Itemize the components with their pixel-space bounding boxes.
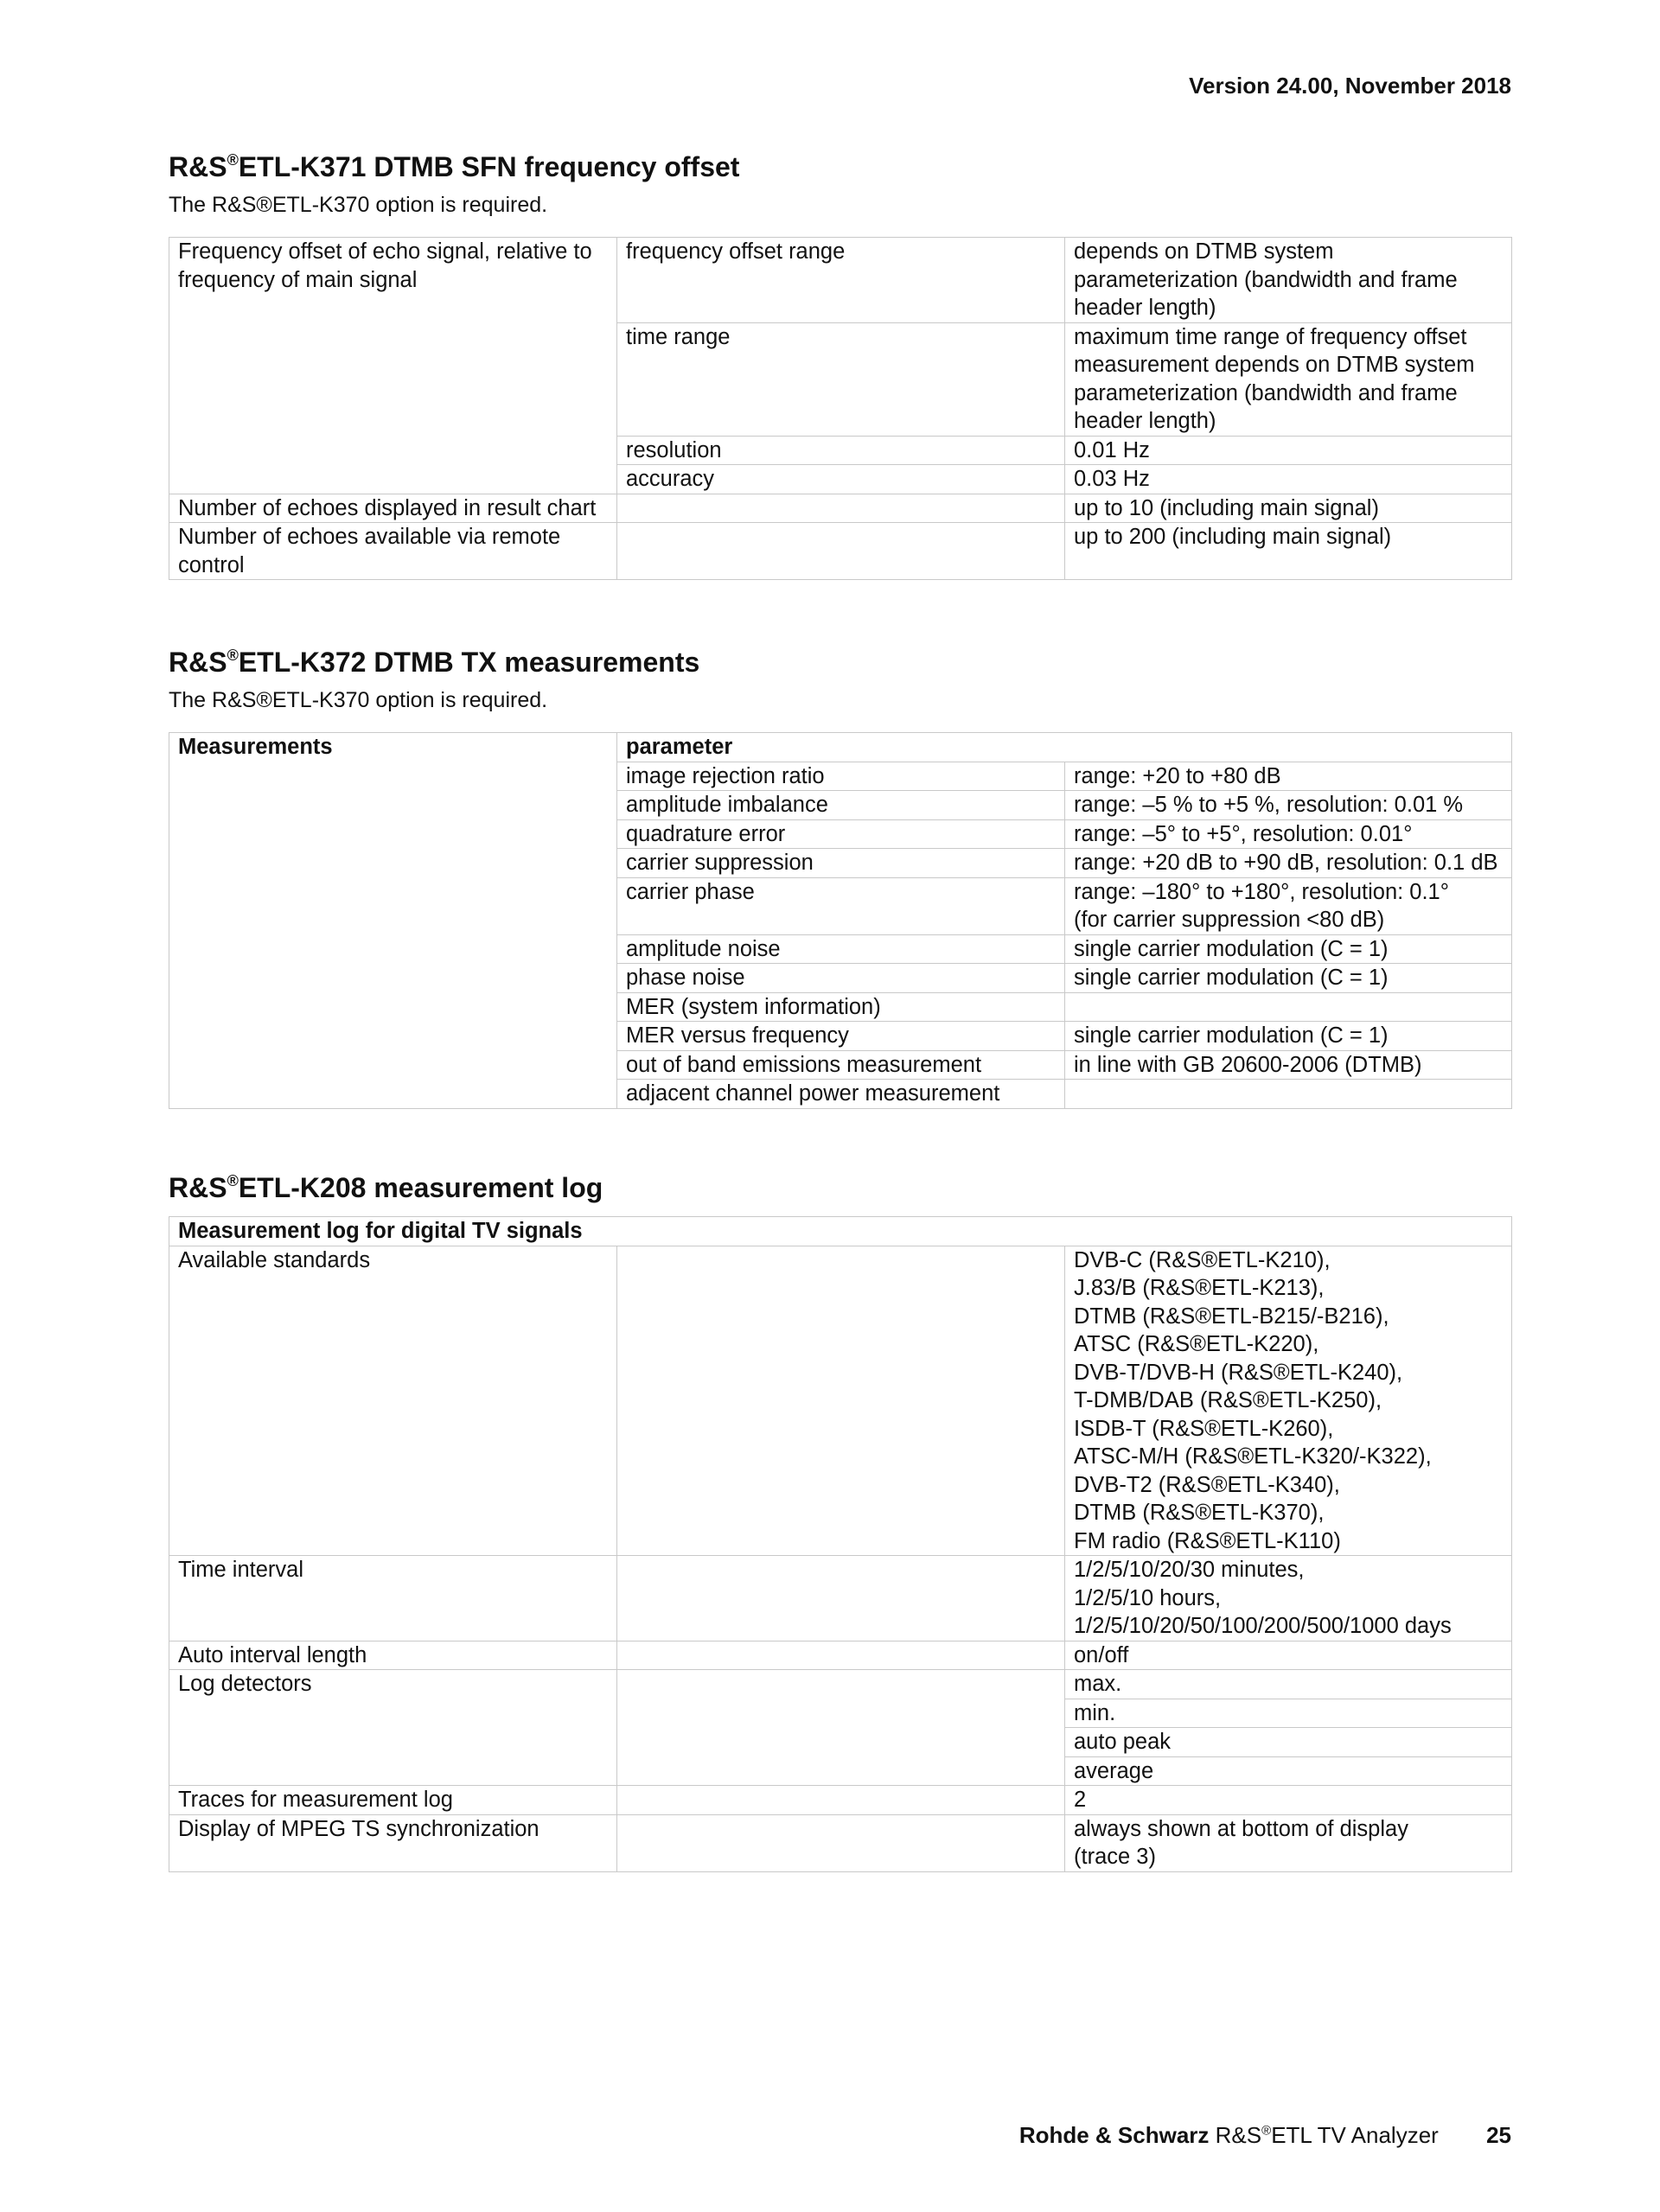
footer-product: R&S®ETL TV Analyzer xyxy=(1215,2122,1439,2148)
value-cell: single carrier modulation (C = 1) xyxy=(1065,1022,1512,1051)
value-cell xyxy=(1065,992,1512,1022)
table-cell: Number of echoes available via remote control xyxy=(169,523,617,580)
parameter-cell: amplitude imbalance xyxy=(617,791,1065,820)
table-cell: up to 10 (including main signal) xyxy=(1065,494,1512,523)
table-cell: on/off xyxy=(1065,1641,1512,1670)
value-cell: single carrier modulation (C = 1) xyxy=(1065,934,1512,964)
table-row xyxy=(169,1556,1512,1641)
table-cell: resolution xyxy=(617,436,1065,465)
value-cell: range: +20 dB to +90 dB, resolution: 0.1 dB xyxy=(1065,849,1512,878)
section-title-k372: R&S®ETL-K372 DTMB TX measurements xyxy=(169,647,700,678)
table-row xyxy=(169,1246,1512,1556)
parameter-cell: quadrature error xyxy=(617,819,1065,849)
table-cell: Available standards xyxy=(169,1246,617,1556)
table-cell: 2 xyxy=(1065,1786,1512,1815)
table-cell: Number of echoes displayed in result chart xyxy=(169,494,617,523)
table-row xyxy=(169,733,1512,762)
table-cell: Display of MPEG TS synchronization xyxy=(169,1814,617,1871)
value-cell: range: +20 to +80 dB xyxy=(1065,762,1512,791)
table-row xyxy=(169,1814,1512,1871)
value-cell xyxy=(1065,1080,1512,1109)
parameter-cell: MER (system information) xyxy=(617,992,1065,1022)
table-cell: up to 200 (including main signal) xyxy=(1065,523,1512,580)
table-cell xyxy=(617,494,1065,523)
table-cell: max. xyxy=(1065,1670,1512,1699)
table-cell xyxy=(617,1670,1065,1786)
table-cell xyxy=(617,1246,1065,1556)
parameter-cell: carrier suppression xyxy=(617,849,1065,878)
table-cell: frequency offset range xyxy=(617,238,1065,323)
value-cell: single carrier modulation (C = 1) xyxy=(1065,964,1512,993)
section-k372 xyxy=(169,645,1511,1109)
parameter-cell: out of band emissions measurement xyxy=(617,1050,1065,1080)
spec-table-k208 xyxy=(169,1216,1512,1872)
table-cell: Frequency offset of echo signal, relative to frequency of main signal xyxy=(169,238,617,494)
table-cell: Time interval xyxy=(169,1556,617,1641)
table-cell: maximum time range of frequency offset measurement depends on DTMB system parameterization (bandwidth and frame header length) xyxy=(1065,322,1512,436)
table-row xyxy=(169,494,1512,523)
table-cell: depends on DTMB system parameterization (bandwidth and frame header length) xyxy=(1065,238,1512,323)
page-footer xyxy=(1019,2122,1511,2149)
footer-brand: Rohde & Schwarz xyxy=(1018,2122,1210,2148)
table-row xyxy=(169,1670,1512,1699)
section-title-k208: R&S®ETL-K208 measurement log xyxy=(169,1172,603,1203)
value-cell: in line with GB 20600-2006 (DTMB) xyxy=(1065,1050,1512,1080)
section-k371 xyxy=(169,150,1511,580)
table-cell: 0.01 Hz xyxy=(1065,436,1512,465)
table-row xyxy=(169,523,1512,580)
parameter-cell: image rejection ratio xyxy=(617,762,1065,791)
table-row xyxy=(169,1786,1512,1815)
spec-table-k371 xyxy=(169,237,1512,580)
table-header-cell: Measurement log for digital TV signals xyxy=(169,1217,1512,1246)
table-cell xyxy=(617,1814,1065,1871)
table-row xyxy=(169,1217,1512,1246)
value-cell: range: –180° to +180°, resolution: 0.1° (for carrier suppression <80 dB) xyxy=(1065,877,1512,934)
value-cell: range: –5° to +5°, resolution: 0.01° xyxy=(1065,819,1512,849)
table-cell: average xyxy=(1065,1756,1512,1786)
value-cell: range: –5 % to +5 %, resolution: 0.01 % xyxy=(1065,791,1512,820)
table-cell: Log detectors xyxy=(169,1670,617,1786)
table-cell xyxy=(617,1641,1065,1670)
table-cell xyxy=(617,1786,1065,1815)
page-number: 25 xyxy=(1486,2122,1511,2148)
table-cell: Traces for measurement log xyxy=(169,1786,617,1815)
table-cell: 0.03 Hz xyxy=(1065,465,1512,494)
table-cell: Auto interval length xyxy=(169,1641,617,1670)
parameter-cell: MER versus frequency xyxy=(617,1022,1065,1051)
table-row xyxy=(169,238,1512,323)
parameter-cell: amplitude noise xyxy=(617,934,1065,964)
table-cell: auto peak xyxy=(1065,1728,1512,1757)
section-note-k371: The R&S®ETL-K370 option is required. xyxy=(169,193,548,217)
table-cell: 1/2/5/10/20/30 minutes, 1/2/5/10 hours, 1/2/5/10/20/50/100/200/500/1000 days xyxy=(1065,1556,1512,1641)
table-cell xyxy=(617,1556,1065,1641)
section-note-k372: The R&S®ETL-K370 option is required. xyxy=(169,688,548,712)
section-k208 xyxy=(169,1170,1511,1872)
parameter-cell: adjacent channel power measurement xyxy=(617,1080,1065,1109)
measurements-label: Measurements xyxy=(169,733,617,1109)
version-label: Version 24.00, November 2018 xyxy=(1189,73,1511,99)
parameter-cell: carrier phase xyxy=(617,877,1065,934)
table-cell xyxy=(617,523,1065,580)
parameter-cell: phase noise xyxy=(617,964,1065,993)
table-cell: min. xyxy=(1065,1699,1512,1728)
spec-table-k372 xyxy=(169,732,1512,1109)
table-cell: always shown at bottom of display (trace 3) xyxy=(1065,1814,1512,1871)
table-cell: accuracy xyxy=(617,465,1065,494)
parameter-label: parameter xyxy=(617,733,1512,762)
table-cell: time range xyxy=(617,322,1065,436)
table-row xyxy=(169,1641,1512,1670)
section-title-k371: R&S®ETL-K371 DTMB SFN frequency offset xyxy=(169,151,740,182)
table-cell: DVB-C (R&S®ETL-K210), J.83/B (R&S®ETL-K213), DTMB (R&S®ETL-B215/-B216), ATSC (R&S®ETL-K220), DVB-T/DVB-H (R&S®ETL-K240), T-DMB/DAB (R&S®ETL-K250), ISDB-T (R&S®ETL-K260), ATSC-M/H (R&S®ETL-K320/-K322), DVB-T2 (R&S®ETL-K340), DTMB (R&S®ETL-K370), FM radio (R&S®ETL-K110) xyxy=(1065,1246,1512,1556)
